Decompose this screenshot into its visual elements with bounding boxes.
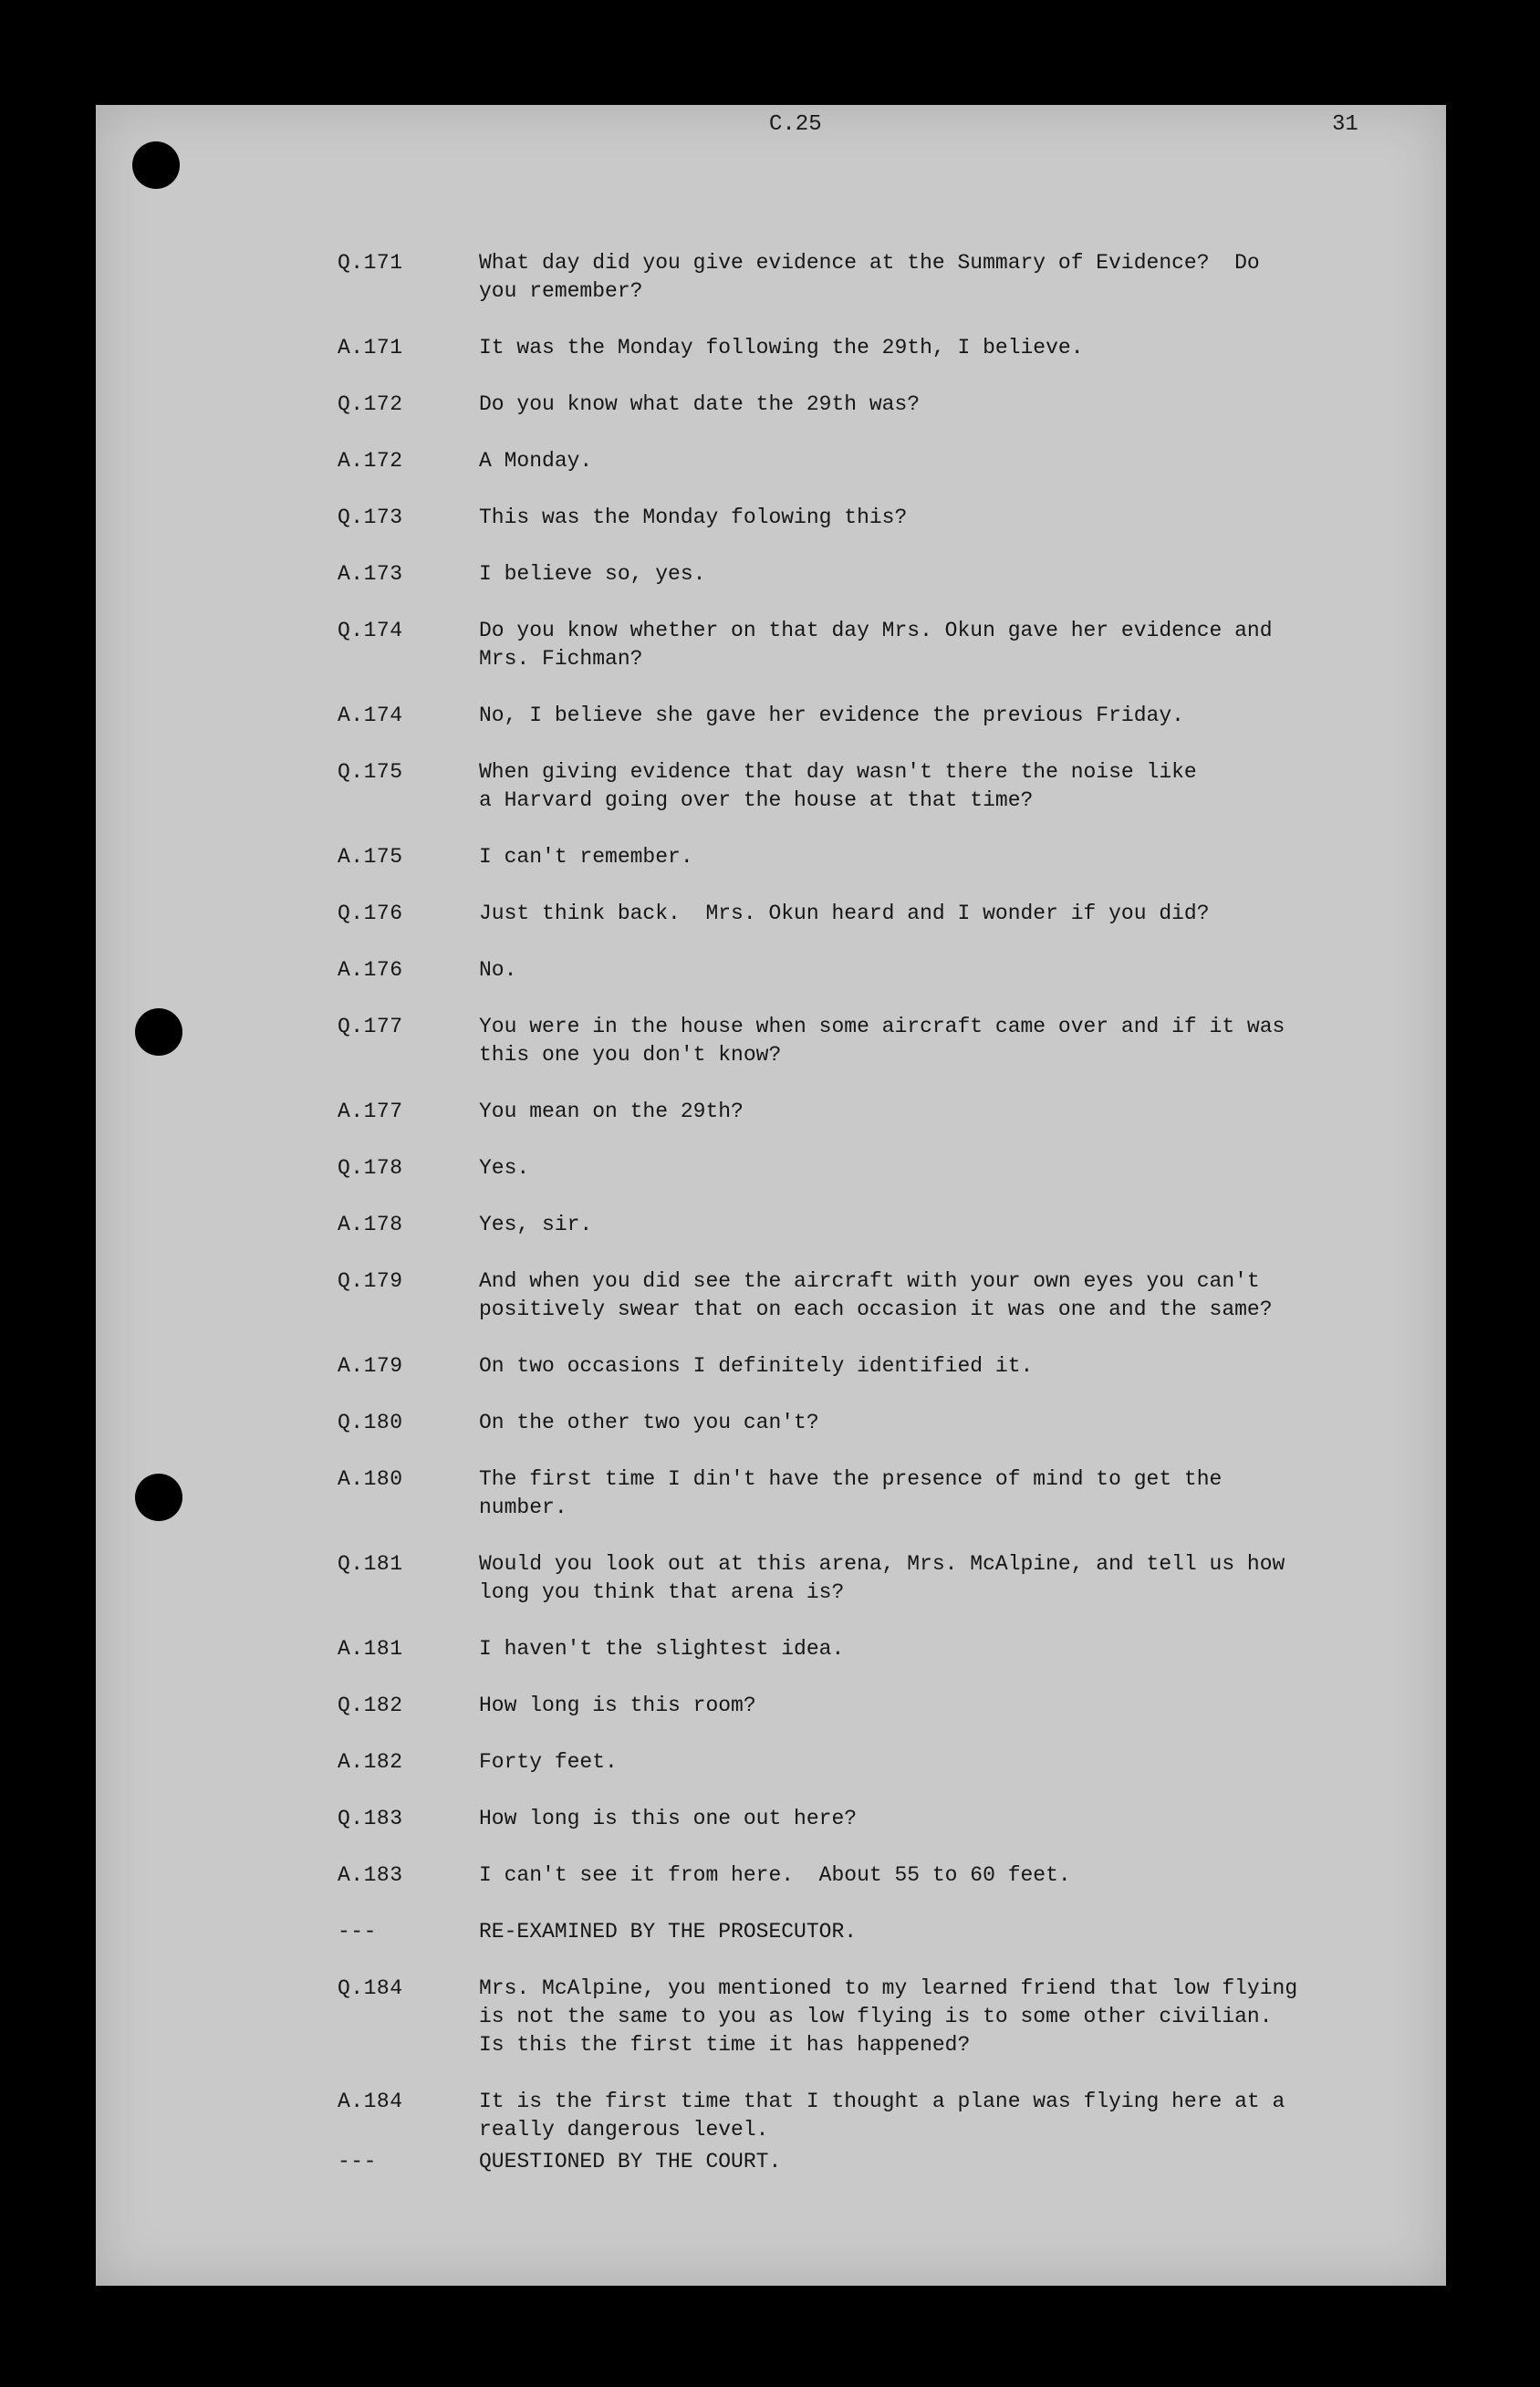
entry-text: When giving evidence that day wasn't there the noise like a Harvard going over the house at that time? bbox=[479, 760, 1197, 812]
entry-text: And when you did see the aircraft with your own eyes you can't positively swear that on each occasion it was one and the same? bbox=[479, 1269, 1273, 1321]
section-marker: --- bbox=[338, 2150, 377, 2173]
section-heading-text: RE-EXAMINED BY THE PROSECUTOR. bbox=[479, 1920, 858, 1944]
transcript-entry bbox=[96, 1692, 1446, 1748]
punch-hole-top bbox=[132, 141, 180, 189]
entry-label: A.182 bbox=[338, 1750, 403, 1774]
transcript-entry bbox=[96, 617, 1446, 702]
entry-text: I can't remember. bbox=[479, 845, 693, 869]
entry-label: Q.173 bbox=[338, 506, 403, 529]
transcript-entry bbox=[96, 560, 1446, 617]
entry-text: I haven't the slightest idea. bbox=[479, 1637, 845, 1661]
transcript-entry bbox=[96, 1409, 1446, 1465]
entry-label: Q.177 bbox=[338, 1015, 403, 1038]
entry-label: A.174 bbox=[338, 704, 403, 727]
entry-text: I can't see it from here. About 55 to 60 feet. bbox=[479, 1863, 1071, 1887]
entry-label: A.184 bbox=[338, 2090, 403, 2113]
entry-label: Q.175 bbox=[338, 760, 403, 784]
transcript-entry bbox=[96, 334, 1446, 391]
entry-text: No, I believe she gave her evidence the previous Friday. bbox=[479, 704, 1184, 727]
transcript-entry bbox=[96, 1352, 1446, 1409]
entry-label: A.180 bbox=[338, 1467, 403, 1491]
entry-text: Do you know whether on that day Mrs. Okun gave her evidence and Mrs. Fichman? bbox=[479, 619, 1273, 671]
transcript-entry bbox=[96, 758, 1446, 843]
entry-text: Forty feet. bbox=[479, 1750, 618, 1774]
transcript-entry bbox=[96, 1465, 1446, 1550]
transcript-entry bbox=[96, 391, 1446, 447]
transcript-entry bbox=[96, 1635, 1446, 1692]
entry-text: How long is this one out here? bbox=[479, 1807, 858, 1830]
entry-label: A.171 bbox=[338, 336, 403, 360]
transcript-entry bbox=[96, 1211, 1446, 1267]
entry-text: It was the Monday following the 29th, I believe. bbox=[479, 336, 1084, 360]
entry-label: Q.174 bbox=[338, 619, 403, 642]
entry-text: Yes, sir. bbox=[479, 1213, 593, 1236]
entry-text: Do you know what date the 29th was? bbox=[479, 392, 921, 416]
transcript bbox=[96, 249, 1446, 2205]
entry-label: Q.171 bbox=[338, 251, 403, 275]
section-heading-text: QUESTIONED BY THE COURT. bbox=[479, 2150, 782, 2173]
transcript-entry bbox=[96, 956, 1446, 1013]
entry-text: Mrs. McAlpine, you mentioned to my learned friend that low flying is not the same to you as low flying is to some other civilian. Is this the first time it has happened? bbox=[479, 1976, 1298, 2057]
entry-label: Q.182 bbox=[338, 1694, 403, 1717]
document-page bbox=[96, 105, 1446, 2286]
entry-text: On two occasions I definitely identified it. bbox=[479, 1354, 1034, 1378]
entry-text: What day did you give evidence at the Summary of Evidence? Do you remember? bbox=[479, 251, 1260, 303]
transcript-entry bbox=[96, 1267, 1446, 1352]
entry-text: A Monday. bbox=[479, 449, 593, 473]
transcript-entry bbox=[96, 447, 1446, 504]
entry-label: Q.180 bbox=[338, 1411, 403, 1434]
transcript-entry bbox=[96, 702, 1446, 758]
entry-text: Just think back. Mrs. Okun heard and I wonder if you did? bbox=[479, 902, 1210, 925]
document-code: C.25 bbox=[769, 112, 822, 137]
entry-text: You mean on the 29th? bbox=[479, 1100, 744, 1123]
entry-label: Q.176 bbox=[338, 902, 403, 925]
entry-text: It is the first time that I thought a plane was flying here at a really dangerous level. bbox=[479, 2090, 1285, 2142]
entry-text: This was the Monday folowing this? bbox=[479, 506, 908, 529]
transcript-entry bbox=[96, 843, 1446, 900]
entry-label: Q.172 bbox=[338, 392, 403, 416]
entry-label: Q.184 bbox=[338, 1976, 403, 2000]
entry-label: A.178 bbox=[338, 1213, 403, 1236]
entry-text: No. bbox=[479, 958, 517, 982]
transcript-entry bbox=[96, 1861, 1446, 1918]
entry-text: You were in the house when some aircraft came over and if it was this one you don't know? bbox=[479, 1015, 1285, 1067]
section-heading bbox=[96, 2148, 1446, 2205]
entry-label: A.176 bbox=[338, 958, 403, 982]
section-heading bbox=[96, 1918, 1446, 1975]
entry-text: Would you look out at this arena, Mrs. McAlpine, and tell us how long you think that arena is? bbox=[479, 1552, 1285, 1604]
entry-label: Q.178 bbox=[338, 1156, 403, 1180]
section-marker: --- bbox=[338, 1920, 377, 1944]
entry-text: Yes. bbox=[479, 1156, 530, 1180]
entry-text: The first time I din't have the presence of mind to get the number. bbox=[479, 1467, 1223, 1519]
transcript-entry bbox=[96, 1805, 1446, 1861]
transcript-entry bbox=[96, 900, 1446, 956]
entry-label: A.183 bbox=[338, 1863, 403, 1887]
entry-label: Q.181 bbox=[338, 1552, 403, 1576]
entry-label: Q.183 bbox=[338, 1807, 403, 1830]
transcript-entry bbox=[96, 1013, 1446, 1098]
transcript-entry bbox=[96, 1550, 1446, 1635]
transcript-entry bbox=[96, 2088, 1446, 2148]
transcript-entry bbox=[96, 504, 1446, 560]
entry-label: Q.179 bbox=[338, 1269, 403, 1293]
entry-label: A.177 bbox=[338, 1100, 403, 1123]
transcript-entry bbox=[96, 1975, 1446, 2088]
entry-label: A.181 bbox=[338, 1637, 403, 1661]
entry-label: A.172 bbox=[338, 449, 403, 473]
transcript-entry bbox=[96, 249, 1446, 334]
entry-text: How long is this room? bbox=[479, 1694, 756, 1717]
entry-label: A.173 bbox=[338, 562, 403, 586]
page-number: 31 bbox=[1332, 112, 1358, 137]
entry-text: On the other two you can't? bbox=[479, 1411, 819, 1434]
transcript-entry bbox=[96, 1748, 1446, 1805]
entry-label: A.179 bbox=[338, 1354, 403, 1378]
entry-text: I believe so, yes. bbox=[479, 562, 706, 586]
transcript-entry bbox=[96, 1154, 1446, 1211]
transcript-entry bbox=[96, 1098, 1446, 1154]
entry-label: A.175 bbox=[338, 845, 403, 869]
